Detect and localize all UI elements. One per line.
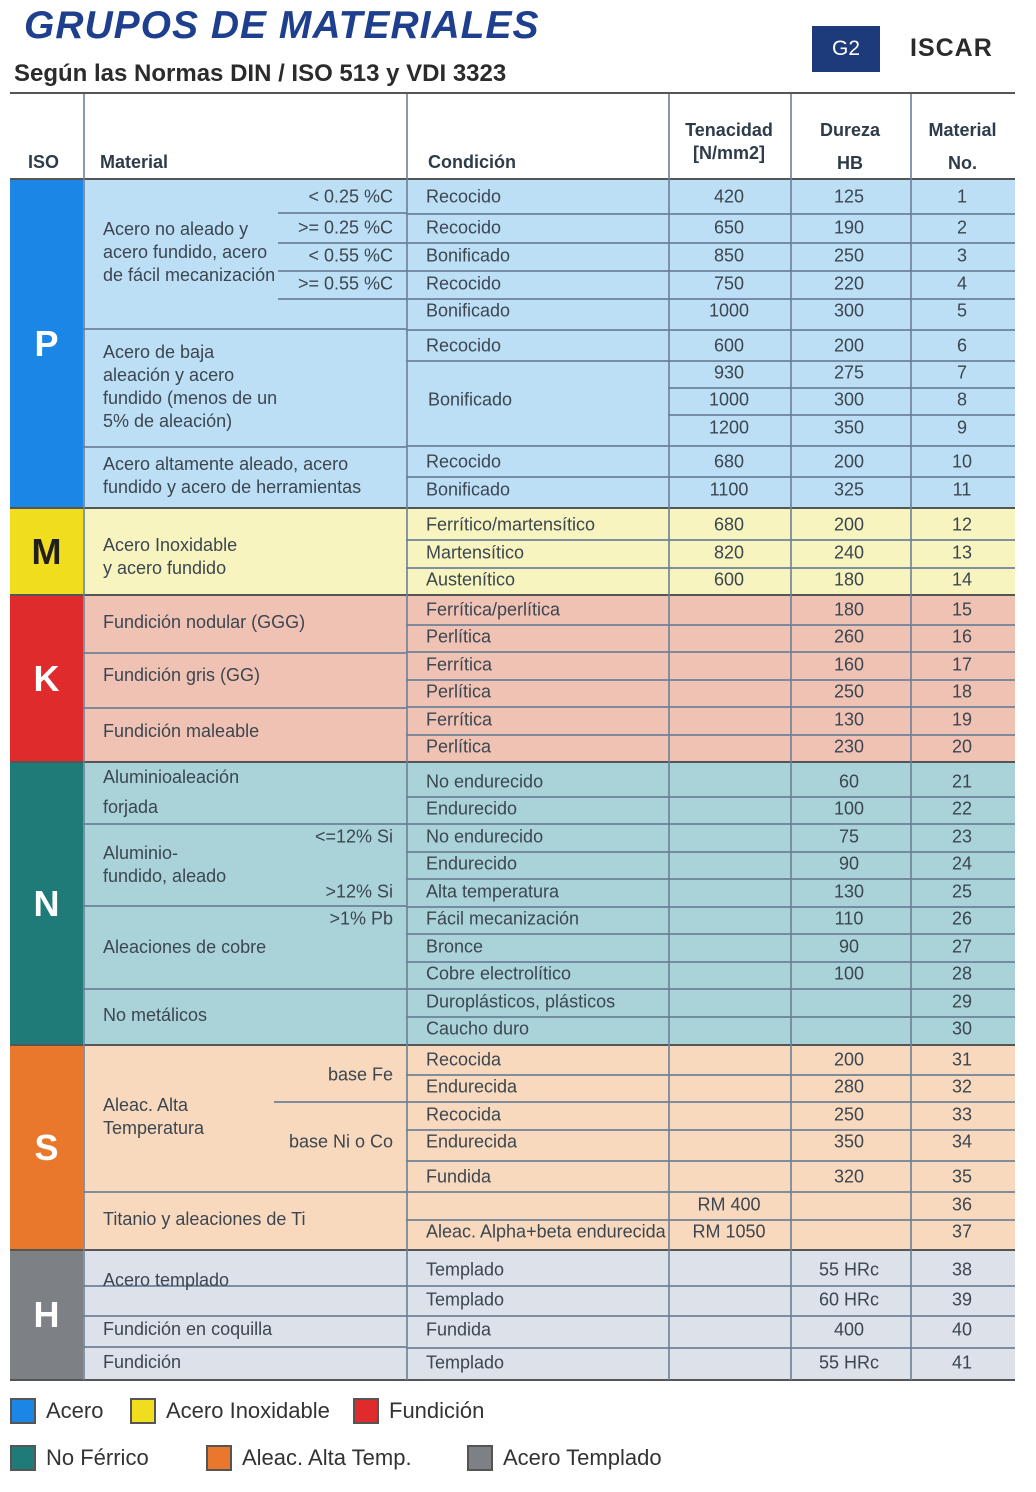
cell-hardness: 350 — [833, 417, 865, 438]
cell-material-number: 41 — [951, 1352, 973, 1373]
cell-hardness: 300 — [833, 300, 865, 321]
cell-material-number: 26 — [951, 908, 973, 929]
cell-condition: Fundida — [426, 1166, 492, 1187]
material-line: Acero de baja — [103, 342, 215, 362]
cell-material-number: 15 — [951, 599, 973, 620]
group-divider — [10, 594, 1015, 596]
cell-hardness: 160 — [833, 654, 865, 675]
cell-material-number: 24 — [951, 853, 973, 874]
cell-hardness: 100 — [833, 798, 865, 819]
iso-group-k: K — [10, 595, 83, 762]
cell-hardness: 300 — [833, 389, 865, 410]
cell-material-number: 6 — [956, 335, 968, 356]
material-line: acero fundido, acero — [103, 242, 268, 262]
cell-material-number: 34 — [951, 1131, 973, 1152]
cell-condition: Fundida — [426, 1319, 492, 1340]
column-divider — [790, 94, 792, 1380]
cell-tenacity: 750 — [713, 273, 745, 294]
header-number-line1: Material — [928, 120, 997, 140]
material-divider — [83, 1315, 406, 1317]
legend-item — [206, 1445, 412, 1471]
cell-tenacity: RM 1050 — [692, 1221, 766, 1242]
material-line: forjada — [103, 797, 159, 817]
material-qualifier: <=12% Si — [314, 826, 393, 847]
cell-material-number: 40 — [951, 1319, 973, 1340]
cell-hardness: 200 — [833, 335, 865, 356]
material-line: Temperatura — [103, 1118, 205, 1138]
cell-hardness: 190 — [833, 217, 865, 238]
cell-hardness: 60 HRc — [818, 1289, 880, 1310]
cell-tenacity: 600 — [713, 569, 745, 590]
row-divider — [668, 414, 1015, 416]
material-line: Aluminio- — [103, 843, 179, 863]
cell-condition: Templado — [426, 1352, 505, 1373]
legend-item — [353, 1398, 484, 1424]
cell-material-number: 16 — [951, 626, 973, 647]
cell-condition: Aleac. Alpha+beta endurecida — [426, 1221, 666, 1242]
material-p3 — [103, 453, 361, 499]
cell-tenacity: 930 — [713, 362, 745, 383]
row-divider — [406, 1347, 1015, 1349]
cell-hardness: 320 — [833, 1166, 865, 1187]
material-line: de fácil mecanización — [103, 265, 276, 285]
cell-condition: Bronce — [426, 936, 484, 957]
material-line: Acero altamente aleado, acero — [103, 454, 349, 474]
cell-condition: Cobre electrolítico — [426, 963, 572, 984]
legend-swatch — [130, 1398, 156, 1424]
material-line: Acero templado — [103, 1270, 230, 1290]
material-qualifier: < 0.25 %C — [308, 186, 393, 207]
page-code-badge: G2 — [812, 26, 880, 72]
material-line: Fundición maleable — [103, 721, 260, 741]
cell-material-number: 30 — [951, 1018, 973, 1039]
material-line: Aleaciones de cobre — [103, 937, 267, 957]
cell-hardness: 400 — [833, 1319, 865, 1340]
material-line: No metálicos — [103, 1005, 208, 1025]
cell-condition: Endurecido — [426, 853, 518, 874]
cell-tenacity: 600 — [713, 335, 745, 356]
cell-tenacity: 1100 — [709, 479, 749, 500]
material-qualifier: base Ni o Co — [288, 1131, 393, 1152]
iso-group-m: M — [10, 508, 83, 595]
cell-tenacity: RM 400 — [697, 1194, 761, 1215]
material-k3 — [103, 720, 259, 743]
cell-hardness: 260 — [833, 626, 865, 647]
cell-hardness: 55 HRc — [818, 1259, 880, 1280]
cell-condition: Endurecida — [426, 1076, 518, 1097]
cell-material-number: 37 — [951, 1221, 973, 1242]
cell-condition: Caucho duro — [426, 1018, 530, 1039]
row-divider — [406, 213, 1015, 215]
cell-condition: Alta temperatura — [426, 881, 560, 902]
legend-label: No Férrico — [46, 1445, 149, 1470]
table-top-border — [10, 92, 1015, 94]
legend-label: Aleac. Alta Temp. — [242, 1445, 412, 1470]
cell-hardness: 130 — [833, 709, 865, 730]
header-number-line2: No. — [948, 152, 977, 173]
condition-merged-bonificado: Bonificado — [428, 389, 513, 410]
cell-tenacity: 1000 — [708, 389, 750, 410]
cell-material-number: 5 — [956, 300, 968, 321]
cell-material-number: 7 — [956, 362, 968, 383]
cell-material-number: 25 — [951, 881, 973, 902]
cell-hardness: 55 HRc — [818, 1352, 880, 1373]
material-line: fundido (menos de un — [103, 388, 278, 408]
cell-condition: Ferrítica — [426, 709, 493, 730]
cell-material-number: 9 — [956, 417, 968, 438]
cell-material-number: 13 — [951, 542, 973, 563]
row-divider — [406, 329, 1015, 331]
cell-hardness: 250 — [833, 245, 865, 266]
cell-condition: No endurecido — [426, 771, 544, 792]
cell-condition: Perlítica — [426, 681, 492, 702]
cell-material-number: 28 — [951, 963, 973, 984]
material-qualifier: >12% Si — [325, 881, 393, 902]
cell-material-number: 32 — [951, 1076, 973, 1097]
material-divider — [83, 652, 406, 654]
cell-hardness: 200 — [833, 451, 865, 472]
cell-tenacity: 1200 — [708, 417, 750, 438]
cell-material-number: 21 — [951, 771, 973, 792]
cell-condition: Endurecido — [426, 798, 518, 819]
group-divider — [10, 1249, 1015, 1251]
cell-material-number: 3 — [956, 245, 968, 266]
cell-hardness: 250 — [833, 1104, 865, 1125]
material-line: Fundición gris (GG) — [103, 665, 261, 685]
table-bottom-border — [10, 1379, 1015, 1381]
material-line: Acero Inoxidable — [103, 535, 238, 555]
header-bottom-border — [10, 178, 1015, 180]
material-divider — [278, 242, 406, 244]
column-divider — [406, 94, 408, 1380]
legend-swatch — [10, 1445, 36, 1471]
material-k2 — [103, 664, 260, 687]
material-line: Fundición en coquilla — [103, 1319, 273, 1339]
header-hardness-line2: HB — [837, 152, 863, 173]
cell-tenacity: 850 — [713, 245, 745, 266]
material-divider — [278, 298, 406, 300]
cell-material-number: 14 — [951, 569, 973, 590]
cell-hardness: 200 — [833, 1049, 865, 1070]
material-k1 — [103, 611, 305, 634]
column-divider — [668, 94, 670, 1380]
cell-material-number: 10 — [951, 451, 973, 472]
header-tenacity-line1: Tenacidad — [685, 120, 773, 140]
cell-hardness: 180 — [833, 599, 865, 620]
header-tenacity-line2: [N/mm2] — [692, 142, 765, 163]
row-divider — [406, 242, 1015, 244]
legend-label: Acero Templado — [503, 1445, 662, 1470]
cell-hardness: 180 — [833, 569, 865, 590]
cell-tenacity: 680 — [713, 514, 745, 535]
material-n3 — [103, 936, 266, 959]
header-number — [910, 116, 1015, 178]
legend-label: Acero — [46, 1398, 104, 1423]
cell-tenacity: 650 — [713, 217, 745, 238]
material-h1 — [103, 1269, 229, 1292]
material-line: 5% de aleación) — [103, 411, 233, 431]
material-n1 — [103, 766, 239, 789]
cell-hardness: 75 — [838, 826, 860, 847]
material-divider — [83, 988, 406, 990]
column-divider — [910, 94, 912, 1380]
cell-material-number: 19 — [951, 709, 973, 730]
cell-hardness: 200 — [833, 514, 865, 535]
material-h2 — [103, 1318, 272, 1341]
row-divider — [406, 1191, 1015, 1193]
material-line: fundido, aleado — [103, 866, 227, 886]
group-divider — [10, 1044, 1015, 1046]
header-condition: Condición — [428, 152, 516, 172]
cell-material-number: 39 — [951, 1289, 973, 1310]
cell-hardness: 240 — [833, 542, 865, 563]
legend-swatch — [206, 1445, 232, 1471]
cell-condition: Duroplásticos, plásticos — [426, 991, 616, 1012]
material-line: y acero fundido — [103, 558, 227, 578]
row-divider — [406, 933, 1015, 935]
material-divider — [83, 905, 406, 907]
cell-material-number: 27 — [951, 936, 973, 957]
header-hardness-line1: Dureza — [819, 120, 881, 140]
material-s2 — [103, 1208, 305, 1231]
cell-material-number: 38 — [951, 1259, 973, 1280]
cell-condition: Recocido — [426, 451, 502, 472]
material-divider — [83, 1191, 406, 1193]
row-divider — [406, 476, 1015, 478]
material-qualifier: >= 0.25 %C — [297, 217, 393, 238]
cell-material-number: 17 — [951, 654, 973, 675]
material-divider — [274, 1101, 406, 1103]
row-divider — [406, 734, 1015, 736]
material-line: Fundición — [103, 1352, 182, 1372]
cell-material-number: 23 — [951, 826, 973, 847]
column-divider — [83, 94, 85, 1380]
row-divider — [406, 360, 1015, 362]
cell-condition: Martensítico — [426, 542, 525, 563]
row-divider — [406, 624, 1015, 626]
row-divider — [406, 1101, 1015, 1103]
material-qualifier: >= 0.55 %C — [297, 273, 393, 294]
iso-group-s: S — [10, 1045, 83, 1250]
material-divider — [83, 1346, 406, 1348]
cell-condition: Perlítica — [426, 736, 492, 757]
material-p1 — [103, 218, 275, 287]
material-line: Titanio y aleaciones de Ti — [103, 1209, 306, 1229]
row-divider — [406, 823, 1015, 825]
material-divider — [83, 707, 406, 709]
cell-condition: Fácil mecanización — [426, 908, 580, 929]
cell-hardness: 275 — [833, 362, 865, 383]
material-line: Fundición nodular (GGG) — [103, 612, 306, 632]
cell-material-number: 31 — [951, 1049, 973, 1070]
iso-group-p: P — [10, 180, 83, 508]
cell-hardness: 130 — [833, 881, 865, 902]
cell-hardness: 350 — [833, 1131, 865, 1152]
material-s1 — [103, 1094, 204, 1140]
cell-condition: Recocido — [426, 186, 502, 207]
legend-swatch — [467, 1445, 493, 1471]
material-divider — [278, 212, 406, 214]
row-divider — [406, 679, 1015, 681]
material-n4 — [103, 1004, 207, 1027]
cell-condition: Recocido — [426, 335, 502, 356]
group-divider — [10, 507, 1015, 509]
cell-material-number: 29 — [951, 991, 973, 1012]
legend-swatch — [10, 1398, 36, 1424]
cell-condition: Recocido — [426, 273, 502, 294]
row-divider — [406, 988, 1015, 990]
material-line: Aleac. Alta — [103, 1095, 189, 1115]
cell-hardness: 280 — [833, 1076, 865, 1097]
cell-material-number: 33 — [951, 1104, 973, 1125]
cell-condition: Austenítico — [426, 569, 516, 590]
cell-material-number: 2 — [956, 217, 968, 238]
cell-material-number: 8 — [956, 389, 968, 410]
cell-condition: Templado — [426, 1289, 505, 1310]
legend-swatch — [353, 1398, 379, 1424]
material-n1b — [103, 796, 158, 819]
material-n2 — [103, 842, 226, 888]
material-divider — [83, 328, 406, 330]
row-divider — [406, 539, 1015, 541]
cell-condition: Bonificado — [426, 245, 511, 266]
cell-tenacity: 680 — [713, 451, 745, 472]
iso-group-h: H — [10, 1250, 83, 1380]
cell-hardness: 60 — [838, 771, 860, 792]
cell-hardness: 125 — [833, 186, 865, 207]
row-divider — [406, 706, 1015, 708]
legend-item — [467, 1445, 662, 1471]
cell-material-number: 1 — [956, 186, 968, 207]
iso-group-n: N — [10, 762, 83, 1045]
cell-condition: Recocida — [426, 1104, 502, 1125]
legend-item — [10, 1445, 149, 1471]
cell-material-number: 11 — [952, 479, 972, 500]
material-m1 — [103, 534, 237, 580]
row-divider — [406, 651, 1015, 653]
header-tenacity — [668, 116, 790, 168]
material-divider — [83, 446, 406, 448]
material-p2 — [103, 341, 277, 433]
cell-condition: Ferrítico/martensítico — [426, 514, 596, 535]
row-divider — [406, 445, 1015, 447]
cell-tenacity: 1000 — [708, 300, 750, 321]
material-line: Aluminioaleación — [103, 767, 240, 787]
material-qualifier: base Fe — [327, 1064, 393, 1085]
row-divider — [406, 1285, 1015, 1287]
material-divider — [278, 270, 406, 272]
row-divider — [406, 878, 1015, 880]
material-line: fundido y acero de herramientas — [103, 477, 362, 497]
header-hardness — [790, 116, 910, 178]
row-divider — [406, 1160, 1015, 1162]
page-title: GRUPOS DE MATERIALES — [24, 4, 540, 47]
material-qualifier: < 0.55 %C — [308, 245, 393, 266]
legend-item — [10, 1398, 103, 1424]
cell-condition: No endurecido — [426, 826, 544, 847]
cell-condition: Templado — [426, 1259, 505, 1280]
cell-hardness: 90 — [838, 853, 860, 874]
group-divider — [10, 761, 1015, 763]
row-divider — [406, 1315, 1015, 1317]
cell-condition: Recocida — [426, 1049, 502, 1070]
cell-material-number: 36 — [951, 1194, 973, 1215]
material-divider — [83, 823, 406, 825]
cell-hardness: 100 — [833, 963, 865, 984]
cell-condition: Bonificado — [426, 479, 511, 500]
cell-material-number: 35 — [951, 1166, 973, 1187]
material-line: aleación y acero — [103, 365, 235, 385]
cell-hardness: 230 — [833, 736, 865, 757]
brand-logo-text: ISCAR — [910, 34, 993, 62]
cell-condition: Ferrítica/perlítica — [426, 599, 561, 620]
cell-material-number: 22 — [951, 798, 973, 819]
page-subtitle: Según las Normas DIN / ISO 513 y VDI 3323 — [14, 60, 507, 87]
material-qualifier: >1% Pb — [329, 908, 393, 929]
material-line: Acero no aleado y — [103, 219, 249, 239]
cell-hardness: 250 — [833, 681, 865, 702]
cell-condition: Perlítica — [426, 626, 492, 647]
cell-hardness: 110 — [834, 908, 864, 929]
cell-material-number: 12 — [951, 514, 973, 535]
cell-material-number: 4 — [956, 273, 968, 294]
cell-condition: Endurecida — [426, 1131, 518, 1152]
header-iso: ISO — [28, 152, 60, 172]
cell-material-number: 18 — [951, 681, 973, 702]
cell-hardness: 325 — [833, 479, 865, 500]
material-h3 — [103, 1351, 181, 1374]
cell-condition: Recocido — [426, 217, 502, 238]
legend-label: Acero Inoxidable — [166, 1398, 330, 1423]
cell-condition: Ferrítica — [426, 654, 493, 675]
legend-label: Fundición — [389, 1398, 485, 1423]
cell-hardness: 220 — [833, 273, 865, 294]
cell-hardness: 90 — [838, 936, 860, 957]
cell-material-number: 20 — [951, 736, 973, 757]
cell-condition: Bonificado — [426, 300, 511, 321]
cell-tenacity: 420 — [713, 186, 745, 207]
legend-item — [130, 1398, 330, 1424]
header-material: Material — [100, 152, 169, 172]
row-divider — [406, 270, 1015, 272]
cell-tenacity: 820 — [713, 542, 745, 563]
